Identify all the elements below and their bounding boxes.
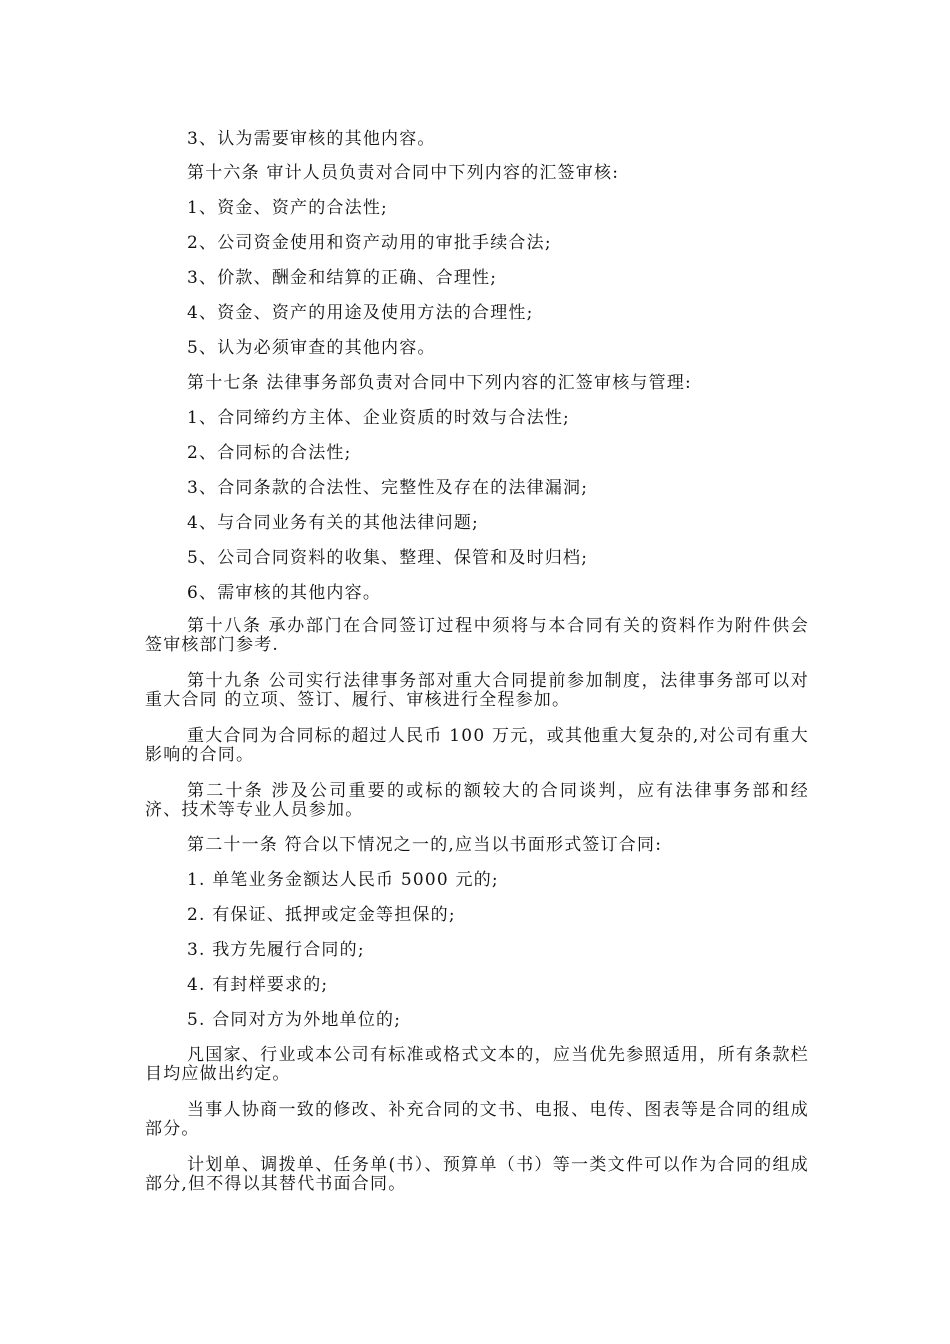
text-line: 4、资金、资产的用途及使用方法的合理性; xyxy=(187,303,534,323)
text-line: 1、资金、资产的合法性; xyxy=(187,198,388,218)
text-line: 5、公司合同资料的收集、整理、保管和及时归档; xyxy=(187,548,589,568)
text-line: 1、合同缔约方主体、企业资质的时效与合法性; xyxy=(187,408,570,428)
article-21-heading: 第二十一条 符合以下情况之一的,应当以书面形式签订合同: xyxy=(187,835,663,855)
major-contract-paragraph: 重大合同为合同标的超过人民币 100 万元，或其他重大复杂的,对公司有重大影响的合同。 xyxy=(145,726,809,765)
article-17-heading: 第十七条 法律事务部负责对合同中下列内容的汇签审核与管理: xyxy=(187,373,692,393)
article-16-heading: 第十六条 审计人员负责对合同中下列内容的汇签审核: xyxy=(187,163,620,183)
text-line: 2、公司资金使用和资产动用的审批手续合法; xyxy=(187,233,552,253)
text-line: 3、认为需要审核的其他内容。 xyxy=(187,129,436,149)
text-line: 3. 我方先履行合同的; xyxy=(187,940,365,960)
component-documents-paragraph: 计划单、调拨单、任务单(书）、预算单（书）等一类文件可以作为合同的组成部分,但不得以其替代书面合同。 xyxy=(145,1155,809,1194)
text-line: 2、合同标的合法性; xyxy=(187,443,352,463)
text-line: 2. 有保证、抵押或定金等担保的; xyxy=(187,905,456,925)
amendment-paragraph: 当事人协商一致的修改、补充合同的文书、电报、电传、图表等是合同的组成部分。 xyxy=(145,1100,809,1139)
text-line: 4、与合同业务有关的其他法律问题; xyxy=(187,513,479,533)
article-19-paragraph: 第十九条 公司实行法律事务部对重大合同提前参加制度，法律事务部可以对重大合同 的立项、签订、履行、审核进行全程参加。 xyxy=(145,671,809,710)
text-line: 1. 单笔业务金额达人民币 5000 元的; xyxy=(187,870,499,890)
text-line: 5、认为必须审查的其他内容。 xyxy=(187,338,436,358)
text-line: 3、合同条款的合法性、完整性及存在的法律漏洞; xyxy=(187,478,589,498)
article-18-paragraph: 第十八条 承办部门在合同签订过程中须将与本合同有关的资料作为附件供会签审核部门参考. xyxy=(145,616,809,655)
text-line: 4. 有封样要求的; xyxy=(187,975,329,995)
article-20-paragraph: 第二十条 涉及公司重要的或标的额较大的合同谈判，应有法律事务部和经济、技术等专业人员参加。 xyxy=(145,781,809,820)
text-line: 5. 合同对方为外地单位的; xyxy=(187,1010,402,1030)
text-line: 3、价款、酬金和结算的正确、合理性; xyxy=(187,268,498,288)
text-line: 6、需审核的其他内容。 xyxy=(187,583,382,603)
standard-text-paragraph: 凡国家、行业或本公司有标准或格式文本的，应当优先参照适用，所有条款栏目均应做出约定。 xyxy=(145,1045,809,1084)
